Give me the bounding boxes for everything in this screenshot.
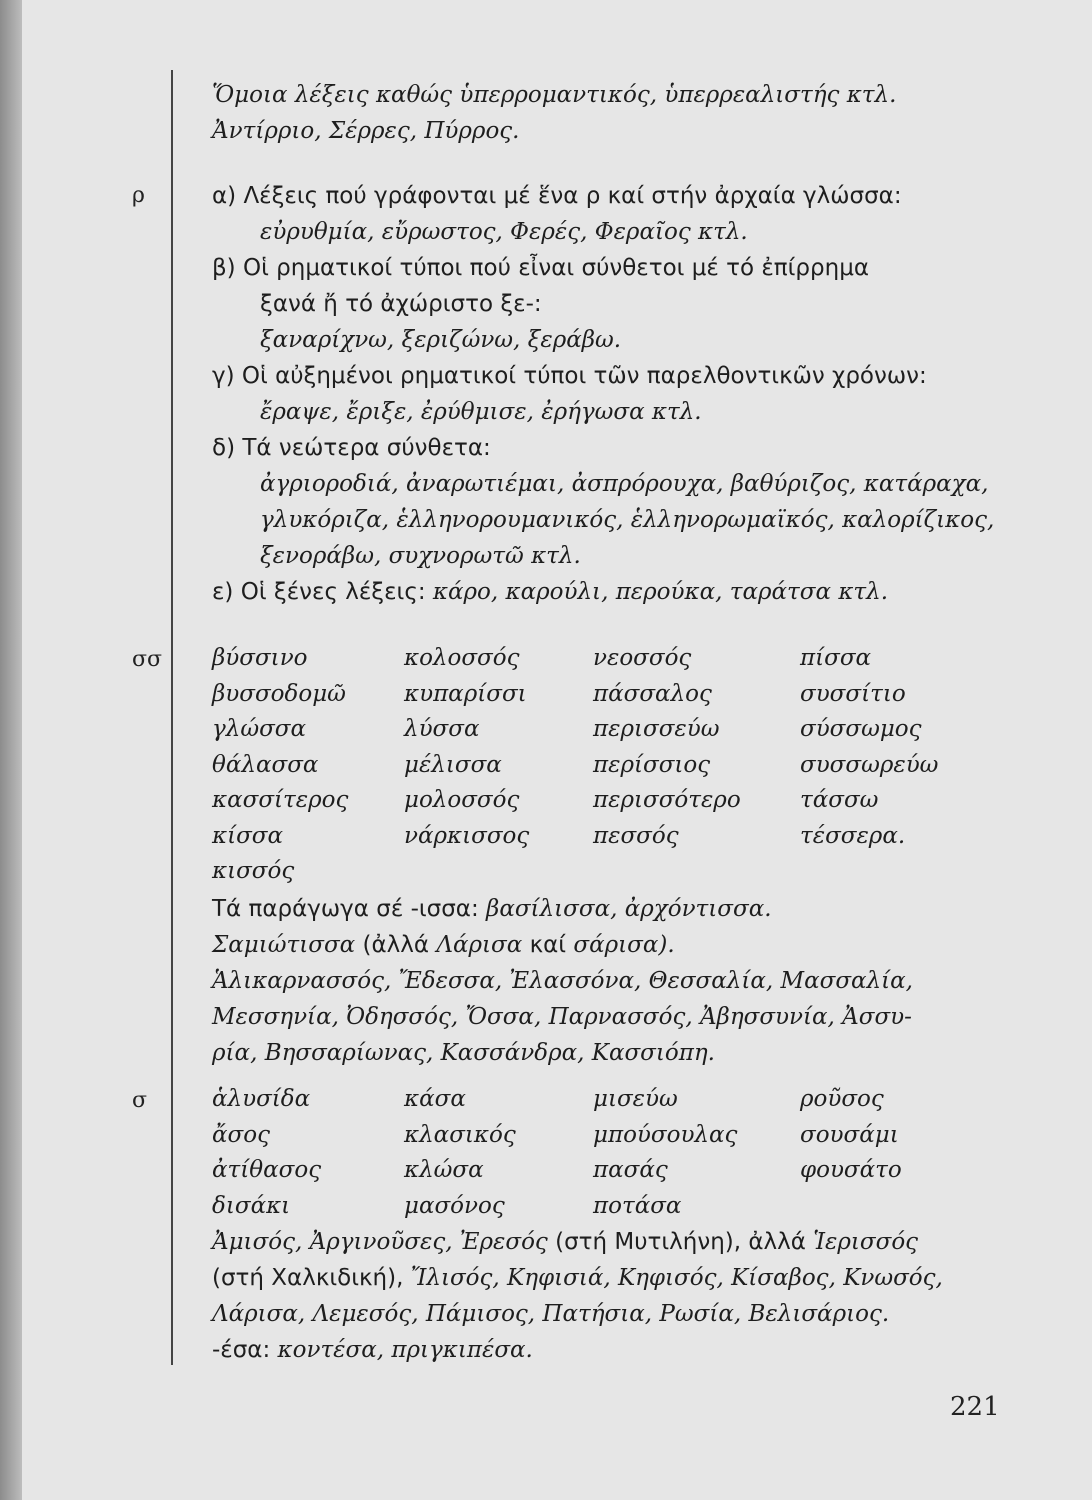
word-cell: ροῦσος	[800, 1086, 884, 1112]
word-cell: ἄσος	[212, 1121, 270, 1148]
word-cell: πεσσός	[593, 822, 679, 849]
word-cell: μισεύω	[593, 1086, 678, 1112]
word-cell: μπούσουλας	[593, 1121, 738, 1148]
word-cell: κολοσσός	[404, 645, 520, 671]
word-cell: νάρκισσος	[404, 822, 530, 849]
s-note-line-2	[212, 1265, 943, 1291]
rho-d-examples-3: ξενοράβω, συχνορωτῶ κτλ.	[260, 543, 581, 569]
marker-double-sigma: σσ	[132, 647, 163, 672]
similar-words-text: Ὅμοια λέξεις καθώς ὑπερρομαντικός, ὑπερρεαλιστής κτλ.	[212, 82, 897, 108]
kai-label: καί	[529, 932, 567, 958]
word-cell: δισάκι	[212, 1192, 291, 1219]
place-names-b: Ἴλισός, Κηφισιά, Κηφισός, Κίσαβος, Κνωσός,	[410, 1265, 943, 1291]
s-note-line-3: Λάρισα, Λεμεσός, Πάμισος, Πατήσια, Ρωσία, Βελισάριος.	[212, 1301, 890, 1327]
top-line-2: Ἀντίρριο, Σέρρες, Πύρρος.	[212, 118, 520, 144]
marker-rho: ρ	[132, 183, 145, 208]
word-cell: συσσωρεύω	[800, 751, 939, 778]
word-cell: συσσίτιο	[800, 680, 906, 707]
word-cell: περισσότερο	[593, 787, 741, 813]
ss-names-1: Ἁλικαρνασσός, Ἔδεσσα, Ἐλασσόνα, Θεσσαλία, Μασσαλία,	[212, 968, 913, 994]
word-cell: περισσεύω	[593, 716, 720, 742]
word-cell: σουσάμι	[800, 1121, 899, 1148]
top-line-1	[212, 82, 896, 108]
chalkidiki-note: (στή Χαλκιδική),	[212, 1265, 404, 1291]
page-number: 221	[950, 1392, 1000, 1422]
s-note-line-4	[212, 1337, 533, 1363]
word-cell: βύσσινο	[212, 645, 308, 671]
word-cell: μασόνος	[404, 1192, 505, 1219]
word-cell: πασάς	[593, 1157, 668, 1183]
word-cell: κίσσα	[212, 822, 284, 849]
s-note-line-1	[212, 1229, 918, 1255]
place-names-a: Ἀμισός, Ἀργινοῦσες, Ἐρεσός	[212, 1229, 548, 1255]
word-cell: σύσσωμος	[800, 716, 922, 742]
word-cell: λύσσα	[404, 716, 480, 742]
word-cell: μολοσσός	[404, 787, 520, 813]
ss-samiotissa-line	[212, 932, 675, 958]
word-cell: τέσσερα.	[800, 822, 906, 849]
word-cell: περίσσιος	[593, 751, 711, 778]
rho-b-label: β) Οἱ ρηματικοί τύποι πού εἶναι σύνθετοι μέ τό ἐπίρρημα	[212, 255, 869, 281]
esa-label: -έσα:	[212, 1337, 271, 1363]
ss-names-3: ρία, Βησσαρίωνας, Κασσάνδρα, Κασσιόπη.	[212, 1040, 715, 1066]
rho-e-line	[212, 579, 888, 605]
word-cell: γλώσσα	[212, 716, 307, 742]
word-cell: θάλασσα	[212, 751, 319, 778]
samiotissa: Σαμιώτισσα	[212, 932, 356, 958]
word-cell: κάσα	[404, 1086, 466, 1112]
word-cell: ἁλυσίδα	[212, 1086, 311, 1112]
word-cell: ποτάσα	[593, 1192, 682, 1219]
ss-names-2: Μεσσηνία, Ὀδησσός, Ὄσσα, Παρνασσός, Ἀβησσυνία, Ἀσσυ-	[212, 1004, 912, 1030]
word-cell: φουσάτο	[800, 1157, 902, 1183]
mytilene-note: (στή Μυτιλήνη), ἀλλά	[555, 1229, 806, 1255]
word-cell: ἀτίθασος	[212, 1157, 322, 1183]
rho-d-label: δ) Τά νεώτερα σύνθετα:	[212, 435, 491, 461]
word-cell: κλώσα	[404, 1157, 484, 1183]
rho-b-label-2: ξανά ἤ τό ἀχώριστο ξε-:	[260, 291, 542, 317]
deriv-label: Τά παράγωγα σέ -ισσα:	[212, 896, 479, 922]
rho-c-examples: ἔραψε, ἔριξε, ἐρύθμισε, ἐρήγωσα κτλ.	[260, 399, 702, 425]
rho-e-examples: κάρο, καρούλι, περούκα, ταράτσα κτλ.	[432, 579, 889, 605]
rho-e-label: ε) Οἱ ξένες λέξεις:	[212, 579, 426, 605]
word-cell: πίσσα	[800, 645, 872, 671]
word-cell: πάσσαλος	[593, 680, 712, 707]
rho-d-examples-1: ἀγριοροδιά, ἀναρωτιέμαι, ἀσπρόρουχα, βαθύριζος, κατάραχα,	[260, 471, 989, 497]
margin-rule	[171, 70, 173, 1365]
rho-d-examples-2: γλυκόριζα, ἑλληνορουμανικός, ἑλληνορωμαϊκός, καλορίζικος,	[260, 507, 995, 533]
word-cell: κυπαρίσσι	[404, 680, 527, 707]
page-edge-shadow	[0, 0, 22, 1500]
deriv-examples: βασίλισσα, ἀρχόντισσα.	[486, 896, 772, 922]
ierissos: Ἱερισσός	[813, 1229, 919, 1255]
alla-label: (ἀλλά	[362, 932, 430, 958]
ss-deriv-line	[212, 896, 772, 922]
marker-sigma: σ	[132, 1088, 148, 1113]
rho-b-examples: ξαναρίχνω, ξεριζώνω, ξεράβω.	[260, 327, 622, 353]
word-cell: νεοσσός	[593, 645, 692, 671]
rho-a-examples: εὐρυθμία, εὔρωστος, Φερές, Φεραῖος κτλ.	[260, 219, 748, 245]
larisa: Λάρισα	[436, 932, 523, 958]
word-cell: μέλισσα	[404, 751, 502, 778]
esa-examples: κοντέσα, πριγκιπέσα.	[277, 1337, 533, 1363]
word-cell: κλασικός	[404, 1121, 516, 1148]
word-cell: κισσός	[212, 858, 295, 884]
rho-a-label: α) Λέξεις πού γράφονται μέ ἕνα ρ καί στήν ἀρχαία γλώσσα:	[212, 183, 902, 209]
rho-c-label: γ) Οἱ αὐξημένοι ρηματικοί τύποι τῶν παρελθοντικῶν χρόνων:	[212, 363, 927, 389]
sarisa: σάρισα).	[573, 932, 675, 958]
word-cell: κασσίτερος	[212, 787, 349, 813]
word-cell: τάσσω	[800, 787, 879, 813]
book-page	[22, 0, 1092, 1500]
word-cell: βυσσοδομῶ	[212, 680, 346, 707]
